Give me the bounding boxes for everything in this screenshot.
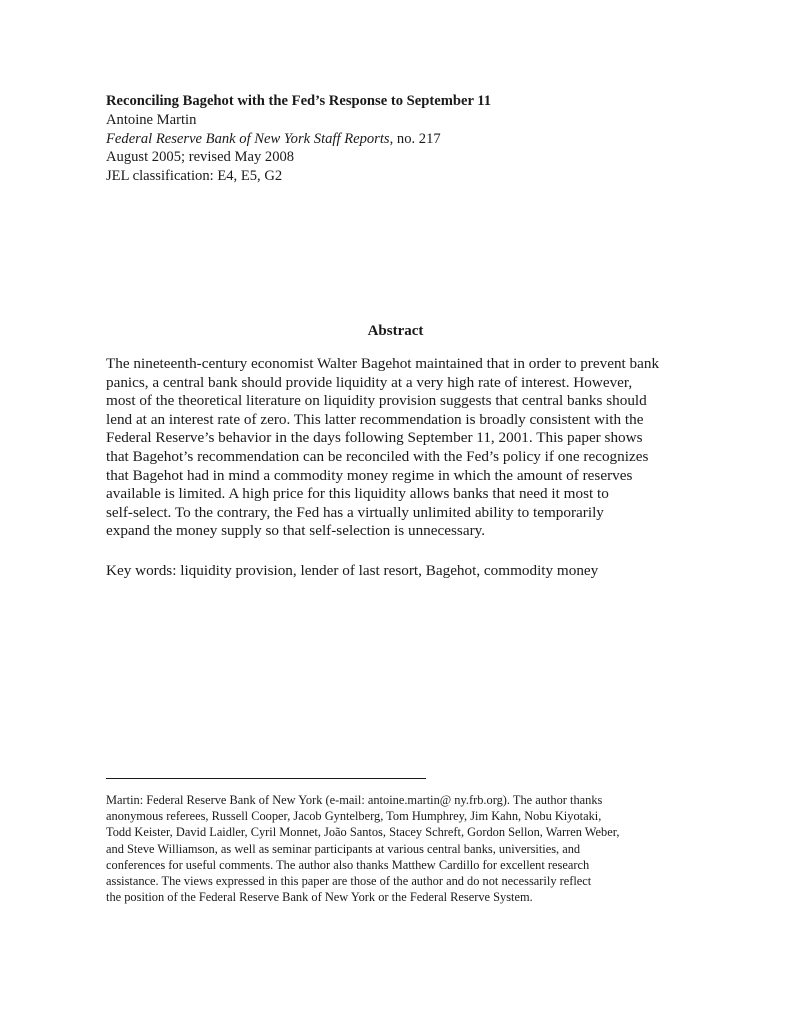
abstract-line: most of the theoretical literature on liquidity provision suggests that central banks should [106, 392, 647, 410]
footnote-line: Todd Keister, David Laidler, Cyril Monnet, João Santos, Stacey Schreft, Gordon Sellon, Warren Weber, [106, 825, 620, 840]
footnote [106, 792, 696, 905]
paper-header [106, 92, 706, 186]
author-name: Antoine Martin [106, 111, 197, 128]
abstract-line: panics, a central bank should provide liquidity at a very high rate of interest. However, [106, 373, 633, 391]
abstract-line: Federal Reserve’s behavior in the days following September 11, 2001. This paper shows [106, 429, 643, 447]
footnote-divider [106, 778, 426, 779]
abstract-line: that Bagehot’s recommendation can be reconciled with the Fed’s policy if one recognizes [106, 447, 649, 465]
abstract-heading: Abstract [367, 323, 424, 339]
footnote-line: the position of the Federal Reserve Bank of New York or the Federal Reserve System. [106, 890, 533, 905]
paper-title: Reconciling Bagehot with the Fed’s Response to September 11 [106, 93, 492, 109]
abstract-line: available is limited. A high price for this liquidity allows banks that need it most to [106, 485, 609, 503]
footnote-line: conferences for useful comments. The author also thanks Matthew Cardillo for excellent research [106, 857, 590, 872]
abstract-line: The nineteenth-century economist Walter Bagehot maintained that in order to prevent bank [106, 355, 660, 372]
publication-date: August 2005; revised May 2008 [106, 149, 295, 166]
keywords: Key words: liquidity provision, lender of last resort, Bagehot, commodity money [106, 562, 599, 579]
abstract-line: lend at an interest rate of zero. This latter recommendation is broadly consistent with the [106, 410, 644, 428]
abstract-line: expand the money supply so that self-selection is unnecessary. [106, 522, 486, 540]
series-line [106, 130, 706, 149]
series-number: , no. 217 [389, 130, 441, 147]
abstract-body [106, 355, 686, 541]
abstract-line: that Bagehot had in mind a commodity money regime in which the amount of reserves [106, 466, 633, 484]
footnote-line: assistance. The views expressed in this paper are those of the author and do not necessarily reflect [106, 874, 592, 889]
jel-classification: JEL classification: E4, E5, G2 [106, 168, 283, 185]
footnote-line: anonymous referees, Russell Cooper, Jacob Gyntelberg, Tom Humphrey, Jim Kahn, Nobu Kiyotaki, [106, 809, 602, 824]
footnote-line: Martin: Federal Reserve Bank of New York (e-mail: antoine.martin@ ny.frb.org). The author thanks [106, 793, 603, 807]
series-name: Federal Reserve Bank of New York Staff Reports [106, 130, 390, 147]
abstract-line: self-select. To the contrary, the Fed has a virtually unlimited ability to temporarily [106, 503, 604, 521]
footnote-line: and Steve Williamson, as well as seminar participants at various central banks, universities, and [106, 841, 581, 856]
